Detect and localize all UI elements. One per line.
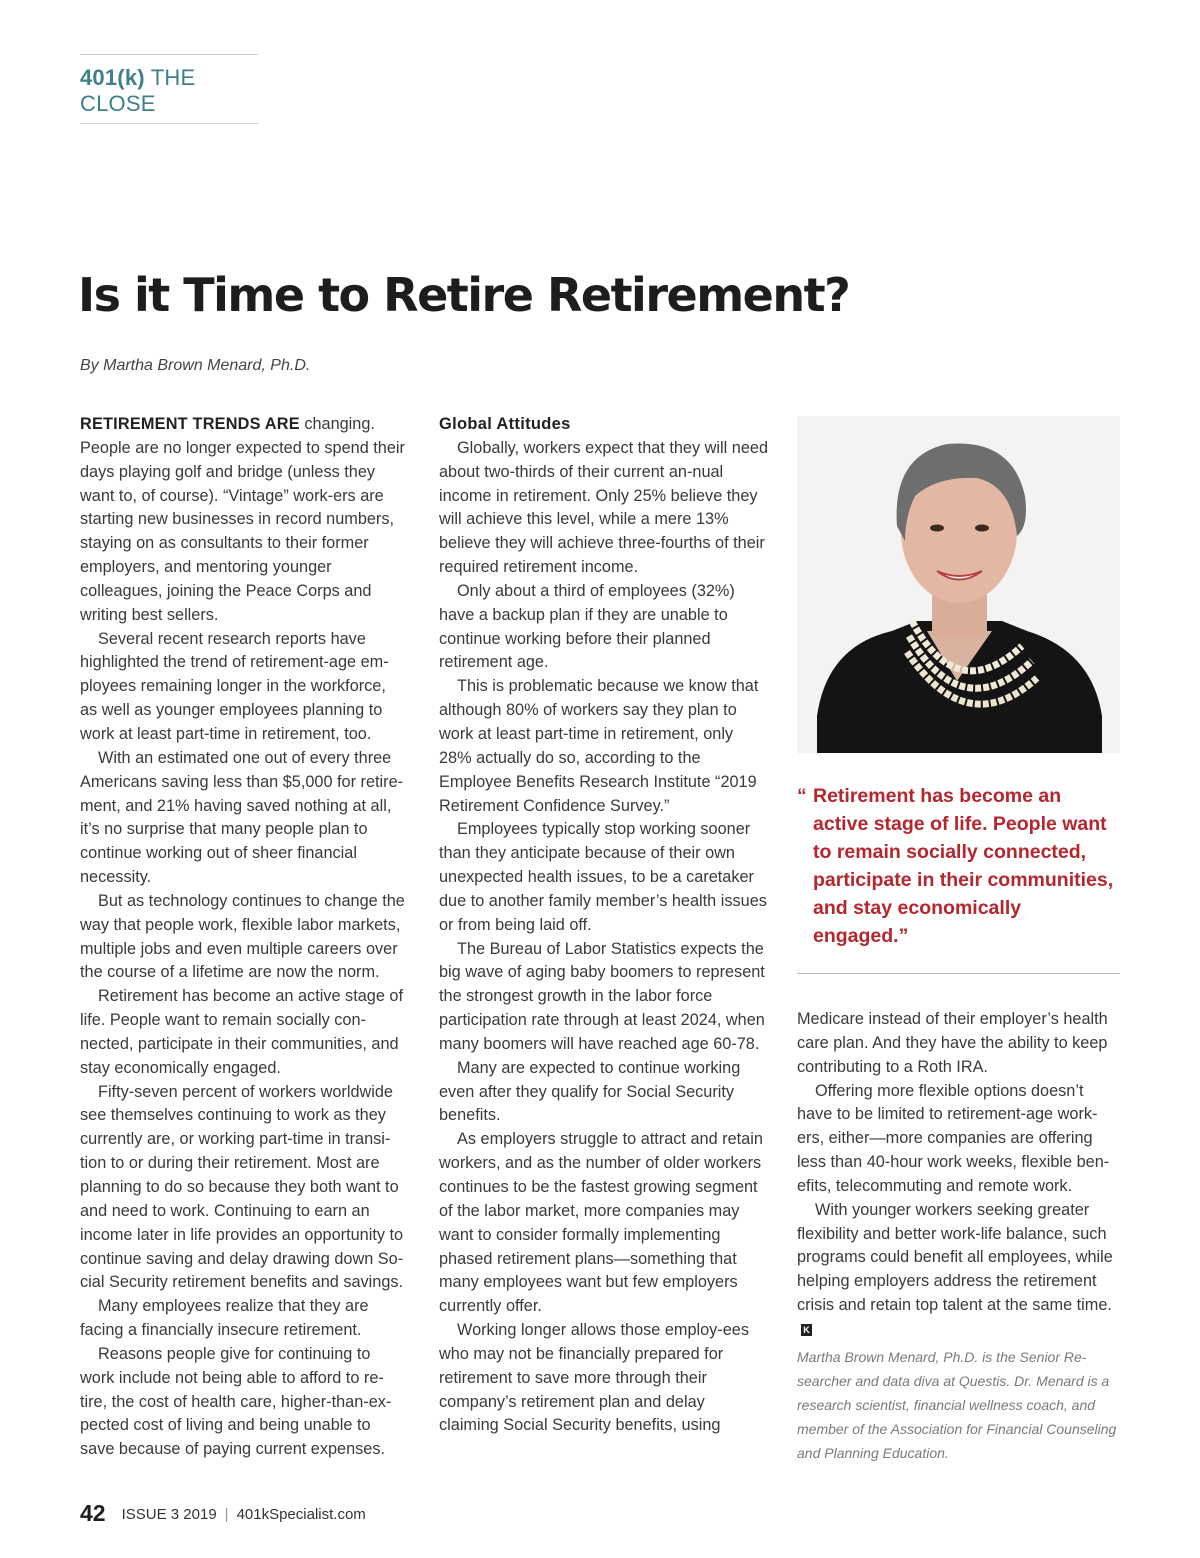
- paragraph: Offering more flexible options doesn’t have to be limited to retirement-age work-ers, either—more companies are offering less than 40-hour work weeks, flexible ben-efits, telecommuting and remote work.: [797, 1081, 1110, 1195]
- section-label-bold: 401(k): [80, 65, 145, 90]
- article-column-2: [439, 413, 769, 1438]
- paragraph: Several recent research reports have highlighted the trend of retirement-age em-ployees remaining longer in the workforce, as well as younger employees planning to work at least part-time in retirement, too.: [80, 629, 389, 743]
- section-label: [80, 54, 258, 124]
- paragraph: But as technology continues to change the way that people work, flexible labor markets, multiple jobs and even multiple careers over the course of a lifetime are now the norm.: [80, 891, 405, 982]
- paragraph-text: changing. People are no longer expected to spend their days playing golf and bridge (unless they want to, of course). “Vintage” work-ers are starting new businesses in record numbers, staying on as consultants to their former employers, and mentoring younger colleagues, joining the Peace Corps and writing best sellers.: [80, 415, 405, 624]
- issue-label: ISSUE 3 2019: [121, 1506, 217, 1523]
- paragraph: As employers struggle to attract and retain workers, and as the number of older workers continues to be the fastest growing segment of the labor market, more companies may want to consider formally implementing phased retirement plans—something that many employees want but few employers currently offer.: [439, 1130, 763, 1316]
- paragraph: Reasons people give for continuing to work include not being able to afford to re-tire, the cost of health care, higher-than-ex-pected cost of living and being unable to save because of paying current expenses.: [80, 1344, 392, 1459]
- paragraph: Employees typically stop working sooner than they anticipate because of their own unexpected health issues, to be a caretaker due to another family member’s health issues or from being laid off.: [439, 820, 767, 934]
- byline: By Martha Brown Menard, Ph.D.: [80, 357, 311, 374]
- pull-quote-divider: [797, 973, 1120, 974]
- footer-separator: |: [224, 1506, 229, 1523]
- author-bio: Martha Brown Menard, Ph.D. is the Senior Re-searcher and data diva at Questis. Dr. Menard is a research scientist, financial wellness coach, and member of the Association for Financial Counseling and Planning Education.: [797, 1349, 1117, 1461]
- open-quote-mark: “: [797, 785, 807, 807]
- paragraph: Fifty-seven percent of workers worldwide see themselves continuing to work as they currently are, or working part-time in transi-tion to or during their retirement. Most are planning to do so because they both want to and need to work. Continuing to earn an income later in life provides an opportunity to continue saving and delay drawing down So-cial Security retirement benefits and savings.: [80, 1082, 404, 1292]
- pull-quote: [797, 782, 1120, 950]
- paragraph: [80, 413, 405, 628]
- paragraph: [797, 1199, 1120, 1342]
- article-column-1: [80, 413, 405, 1462]
- author-portrait-illustration: [797, 416, 1120, 753]
- paragraph: Globally, workers expect that they will need about two-thirds of their current an-nual income in retirement. Only 25% believe they will achieve this level, while a mere 13% believe they will achieve three-fourths of their required retirement income.: [439, 438, 768, 577]
- page-footer: [80, 1500, 366, 1527]
- page-number: 42: [80, 1500, 106, 1526]
- paragraph-text: With younger workers seeking greater flexibility and better work-life balance, such programs could benefit all employees, while helping employers address the retirement crisis and retain top talent at the same time.: [797, 1200, 1113, 1315]
- pull-quote-text: Retirement has become an active stage of life. People want to remain socially connected, participate in their communities, and stay economically engaged.”: [813, 785, 1114, 947]
- website-label: 401kSpecialist.com: [236, 1506, 366, 1523]
- article-headline: Is it Time to Retire Retirement?: [78, 268, 850, 322]
- paragraph: Many employees realize that they are facing a financially insecure retirement.: [80, 1297, 369, 1340]
- paragraph: With an estimated one out of every three Americans saving less than $5,000 for retire-ment, and 21% having saved nothing at all, it’s no surprise that many people plan to continue working out of sheer financial necessity.: [80, 748, 404, 887]
- subheading: Global Attitudes: [439, 415, 571, 433]
- paragraph: Many are expected to continue working even after they qualify for Social Security benefits.: [439, 1058, 741, 1125]
- paragraph: Medicare instead of their employer’s health care plan. And they have the ability to keep contributing to a Roth IRA.: [797, 1010, 1108, 1076]
- section-label-rest: THE CLOSE: [80, 65, 196, 116]
- article-column-3: [797, 1008, 1120, 1342]
- author-photo: [797, 416, 1120, 753]
- paragraph: The Bureau of Labor Statistics expects the big wave of aging baby boomers to represent the strongest growth in the labor force participation rate through at least 2024, when many boomers will have reached age 60-78.: [439, 939, 765, 1053]
- paragraph: Only about a third of employees (32%) have a backup plan if they are unable to continue working before their planned retirement age.: [439, 581, 735, 672]
- paragraph: This is problematic because we know that although 80% of workers say they plan to work at least part-time in retirement, only 28% actually do so, according to the Employee Benefits Research Institute “2019 Retirement Confidence Survey.”: [439, 677, 759, 815]
- paragraph: Retirement has become an active stage of life. People want to remain socially con-nected, participate in their communities, and stay economically engaged.: [80, 987, 403, 1077]
- lead-in: RETIREMENT TRENDS ARE: [80, 415, 300, 433]
- paragraph: Working longer allows those employ-ees who may not be financially prepared for retirement to save more through their company’s retirement plan and delay claiming Social Security benefits, using: [439, 1321, 749, 1435]
- end-of-article-icon: K: [801, 1324, 812, 1336]
